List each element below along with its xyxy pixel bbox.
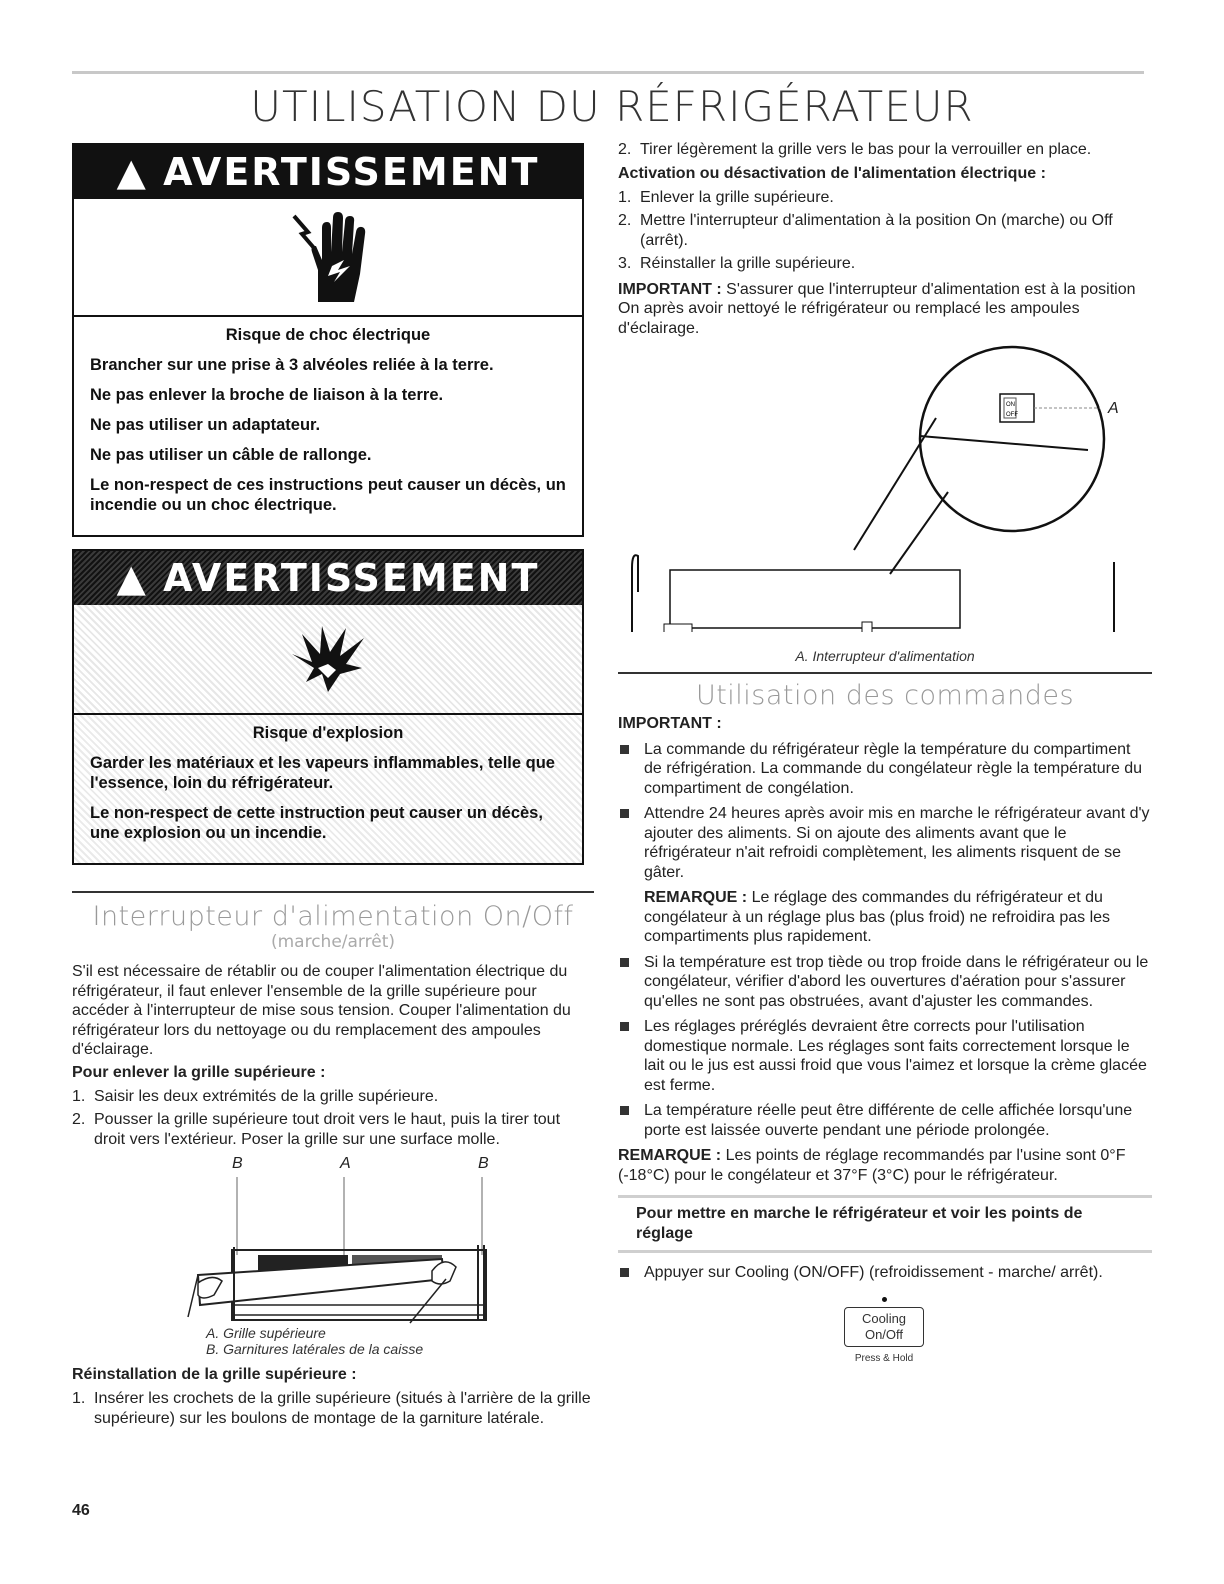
step-text: Insérer les crochets de la grille supérieure (situés à l'arrière de la grille supérieure) sur les boulons de montage de la garniture latérale. bbox=[94, 1390, 591, 1427]
list-item bbox=[618, 740, 1152, 799]
page-title: UTILISATION DU RÉFRIGÉRATEUR bbox=[250, 82, 974, 131]
warning-consequence: Le non-respect de cette instruction peut causer un décès, une explosion ou un incendie. bbox=[90, 804, 543, 842]
activation-heading: Activation ou désactivation de l'alimentation électrique : bbox=[618, 164, 1046, 182]
section-title-power: Interrupteur d'alimentation On/Off bbox=[92, 901, 574, 932]
list-item bbox=[618, 1101, 1152, 1140]
reinstall-steps bbox=[72, 1389, 594, 1428]
warning-line: Ne pas utiliser un câble de rallonge. bbox=[90, 446, 372, 464]
bullet-text: Les réglages préréglés devraient être corrects pour l'utilisation domestique normale. Les réglages sont faits correctement lorsque le lait ou le jus est aussi froid que vous l'aimez et lorsque la crème glacée est ferme. bbox=[644, 1018, 1147, 1094]
warning-text bbox=[74, 317, 582, 535]
setpoint-bullets bbox=[618, 1263, 1152, 1283]
controls-note2 bbox=[618, 1146, 1152, 1185]
grille-figure bbox=[72, 1155, 594, 1325]
bullet-text: Appuyer sur Cooling (ON/OFF) (refroidissement - marche/ arrêt). bbox=[644, 1264, 1103, 1281]
list-item bbox=[618, 1263, 1152, 1283]
figure-caption-a: A. Grille supérieure bbox=[206, 1325, 326, 1341]
important-label: IMPORTANT : bbox=[618, 280, 722, 298]
warning-header-text: AVERTISSEMENT bbox=[163, 150, 540, 194]
warning-title: Risque de choc électrique bbox=[225, 326, 431, 344]
electric-shock-hand-icon bbox=[288, 208, 368, 306]
reinstall-steps-cont bbox=[618, 140, 1152, 160]
cooling-onoff-button[interactable] bbox=[844, 1307, 924, 1347]
section-rule bbox=[618, 672, 1152, 674]
bullet-square-icon bbox=[620, 1268, 629, 1277]
list-item bbox=[618, 1017, 1152, 1095]
warning-title: Risque d'explosion bbox=[252, 724, 404, 742]
cooling-button-figure bbox=[618, 1297, 1152, 1377]
note-label: REMARQUE : bbox=[618, 1147, 722, 1164]
step-text: Enlever la grille supérieure. bbox=[640, 188, 834, 206]
list-item bbox=[618, 188, 1152, 208]
list-item bbox=[618, 254, 1152, 274]
list-item bbox=[72, 1389, 594, 1428]
step-text: Mettre l'interrupteur d'alimentation à la position On (marche) ou Off (arrêt). bbox=[640, 212, 1113, 249]
remove-heading: Pour enlever la grille supérieure : bbox=[72, 1063, 326, 1081]
step-number: 1. bbox=[618, 188, 632, 206]
controls-important-label: IMPORTANT : bbox=[618, 714, 722, 732]
bullet-square-icon bbox=[620, 809, 629, 818]
bullet-text: La température réelle peut être différente de celle affichée lorsqu'une porte est laissée ouverte pendant une période prolongée. bbox=[644, 1102, 1133, 1139]
list-item bbox=[72, 1110, 594, 1149]
setpoint-box: Pour mettre en marche le réfrigérateur et voir les points de réglage bbox=[618, 1195, 1152, 1253]
switch-off-text: OFF bbox=[1006, 412, 1018, 418]
step-number: 2. bbox=[618, 141, 632, 158]
figure-label-b-right: B bbox=[478, 1155, 489, 1172]
warning-line: Ne pas enlever la broche de liaison à la terre. bbox=[90, 386, 444, 404]
bullet-text: Attendre 24 heures après avoir mis en marche le réfrigérateur avant d'y ajouter des aliments. Si on ajoute des aliments avant que le réfrigérateur n'ait refroidi complètement, les aliments risquent de se gâter. bbox=[644, 805, 1150, 881]
step-number: 2. bbox=[72, 1111, 86, 1128]
warning-icon-area bbox=[74, 605, 582, 715]
figure-caption-b: B. Garnitures latérales de la caisse bbox=[206, 1341, 424, 1357]
button-sub-label: Press & Hold bbox=[854, 1352, 914, 1364]
power-intro: S'il est nécessaire de rétablir ou de couper l'alimentation électrique du réfrigérateur, il faut enlever l'ensemble de la grille supérieure pour accéder à l'interrupteur de mise sous tension. Couper l'alimentation du réfrigérateur lors du nettoyage ou du remplacement des ampoules d'éclairage. bbox=[72, 963, 571, 1058]
list-item bbox=[618, 140, 1152, 160]
bullet-square-icon bbox=[620, 1022, 629, 1031]
note-text: Les points de réglage recommandés par l'usine sont 0°F (-18°C) pour le congélateur et 37°F (3°C) pour le réfrigérateur. bbox=[618, 1147, 1126, 1184]
step-number: 1. bbox=[72, 1087, 86, 1105]
bullet-square-icon bbox=[620, 958, 629, 967]
step-text: Pousser la grille supérieure tout droit vers le haut, puis la tirer tout droit vers l'extérieur. Poser la grille sur une surface molle. bbox=[94, 1111, 561, 1148]
warning-box-electric bbox=[72, 143, 584, 537]
warning-header bbox=[74, 145, 582, 199]
step-number: 1. bbox=[72, 1390, 86, 1407]
explosion-icon bbox=[288, 624, 368, 694]
list-item bbox=[618, 211, 1152, 250]
warning-triangle-icon: ▲ bbox=[116, 150, 148, 194]
bullet-text: Si la température est trop tiède ou trop froide dans le réfrigérateur ou le congélateur, vérifier d'abord les ouvertures d'aération pour s'assurer qu'elles ne sont pas obstruées, avant d'ajuster les commandes. bbox=[644, 953, 1149, 1010]
important-text: S'assurer que l'interrupteur d'alimentation est à la position On après avoir nettoyé le réfrigérateur ou remplacé les ampoules d'éclairage. bbox=[618, 280, 1136, 337]
page-number: 46 bbox=[72, 1502, 90, 1519]
bullet-text: La commande du réfrigérateur règle la température du compartiment de réfrigération. La commande du congélateur règle la température du compartiment de congélation. bbox=[644, 740, 1143, 797]
figure2-caption: A. Interrupteur d'alimentation bbox=[795, 648, 975, 664]
list-item bbox=[618, 953, 1152, 1012]
right-column bbox=[618, 140, 1152, 1377]
button-line2: On/Off bbox=[864, 1326, 904, 1342]
top-rule bbox=[72, 71, 1144, 74]
left-column bbox=[72, 143, 594, 1428]
controls-bullets-2 bbox=[618, 953, 1152, 1141]
warning-box-explosion bbox=[72, 549, 584, 865]
figure2-label-a: A bbox=[1108, 400, 1119, 417]
warning-line: Brancher sur une prise à 3 alvéoles reliée à la terre. bbox=[90, 356, 494, 374]
note-label: REMARQUE : bbox=[644, 889, 748, 906]
warning-header-text: AVERTISSEMENT bbox=[163, 556, 540, 600]
list-item bbox=[618, 804, 1152, 882]
switch-on-text: ON bbox=[1006, 402, 1015, 408]
section-rule bbox=[72, 891, 594, 893]
activation-steps bbox=[618, 188, 1152, 274]
warning-icon-area bbox=[74, 199, 582, 317]
figure-label-a: A bbox=[340, 1155, 351, 1172]
warning-header bbox=[74, 551, 582, 605]
list-item bbox=[72, 1087, 594, 1107]
note-text: Le réglage des commandes du réfrigérateur et du congélateur à un réglage plus bas (plus froid) ne refroidira pas les compartiments plus rapidement. bbox=[644, 889, 1111, 945]
step-text: Réinstaller la grille supérieure. bbox=[640, 255, 856, 272]
step-number: 2. bbox=[618, 212, 632, 229]
controls-note1 bbox=[644, 888, 1152, 947]
bullet-square-icon bbox=[620, 1106, 629, 1115]
warning-consequence: Le non-respect de ces instructions peut causer un décès, un incendie ou un choc électrique. bbox=[90, 476, 566, 514]
warning-triangle-icon: ▲ bbox=[116, 556, 148, 600]
step-number: 3. bbox=[618, 255, 632, 272]
warning-line: Garder les matériaux et les vapeurs inflammables, telle que l'essence, loin du réfrigérateur. bbox=[90, 754, 555, 792]
warning-text bbox=[74, 715, 582, 863]
step-text: Tirer légèrement la grille vers le bas pour la verrouiller en place. bbox=[640, 141, 1092, 158]
remove-steps bbox=[72, 1087, 594, 1150]
warning-line: Ne pas utiliser un adaptateur. bbox=[90, 416, 321, 434]
switch-figure bbox=[618, 342, 1152, 650]
indicator-dot-icon bbox=[882, 1297, 887, 1302]
important-note bbox=[618, 280, 1152, 339]
switch-illustration bbox=[618, 342, 1152, 632]
reinstall-heading: Réinstallation de la grille supérieure : bbox=[72, 1366, 357, 1383]
step-text: Saisir les deux extrémités de la grille supérieure. bbox=[94, 1087, 439, 1105]
controls-bullets bbox=[618, 740, 1152, 883]
bullet-square-icon bbox=[620, 745, 629, 754]
figure-label-b-left: B bbox=[232, 1155, 243, 1172]
button-line1: Cooling bbox=[861, 1310, 907, 1326]
grille-illustration bbox=[72, 1155, 594, 1325]
section-title-controls: Utilisation des commandes bbox=[695, 679, 1075, 711]
section-subtitle-power: (marche/arrêt) bbox=[270, 932, 395, 952]
